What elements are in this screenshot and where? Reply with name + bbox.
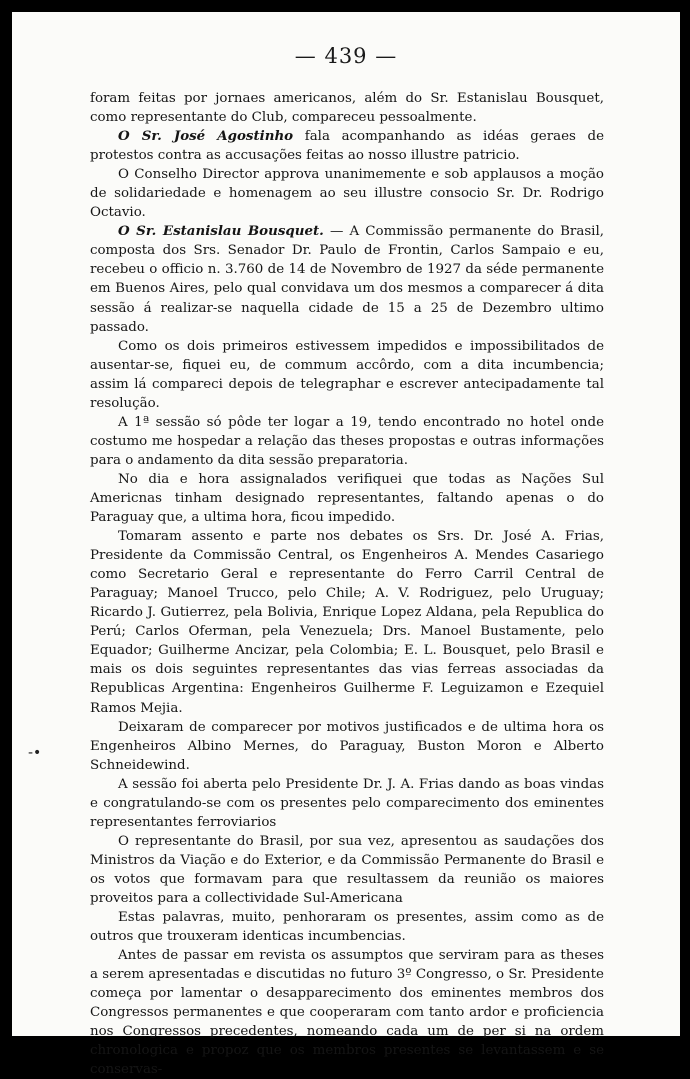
paragraph-text: No dia e hora assignalados verifiquei que todas as Nações Sul Americnas tinham designado representantes, faltando apenas o do Paraguay que, a ultima hora, ficou impedido. (90, 471, 604, 526)
paragraph (90, 775, 604, 832)
paragraph-text: Como os dois primeiros estivessem impedidos e impossibilitados de ausentar-se, fiquei eu, de commum accôrdo, com a dita incumbencia; assim lá compareci depois de telegraphar e escrever antecipadamente tal resolução. (90, 338, 604, 411)
paragraph (90, 946, 604, 1079)
page-number: — 439 — (294, 44, 398, 68)
speaker-name: O Sr. Estanislau Bousquet. (118, 223, 324, 240)
paragraph (90, 222, 604, 336)
paragraph-text: O representante do Brasil, por sua vez, apresentou as saudações dos Ministros da Viação e do Exterior, e da Commissão Permanente do Brasil e os votos que formavam para que resultassem da reunião os maiores proveitos para a collectividade Sul-Americana (90, 833, 604, 906)
margin-mark: -• (28, 745, 42, 761)
paragraph-text: foram feitas por jornaes americanos, além do Sr. Estanislau Bousquet, como representante do Club, compareceu pessoalmente. (90, 91, 604, 126)
paragraph-text: O Conselho Director approva unanimemente e sob applausos a moção de solidariedade e homenagem ao seu illustre consocio Sr. Dr. Rodrigo Octavio. (90, 167, 604, 221)
paragraph (90, 832, 604, 908)
speaker-name: O Sr. José Agostinho (118, 128, 294, 145)
paragraph (90, 527, 604, 717)
paragraph (90, 413, 604, 470)
paragraph (90, 165, 604, 222)
paragraph (90, 908, 604, 946)
paragraph-text: Tomaram assento e parte nos debates os Srs. Dr. José A. Frias, Presidente da Commissão Central, os Engenheiros A. Mendes Casariego como Secretario Geral e representante do Ferro Carril Central de Paraguay; Manoel Trucco, pelo Chile; A. V. Rodriguez, pelo Uruguay; Ricardo J. Gutierrez, pela Bolivia, Enrique Lopez Aldana, pela Republica do Perú; Carlos Oferman, pela Venezuela; Drs. Manoel Bustamente, pelo Equador; Guilherme Ancizar, pela Colombia; E. L. Bousquet, pelo Brasil e mais os dois seguintes representantes das vias ferreas associadas da Republicas Argentina: Engenheiros Guilherme F. Leguizamon e Ezequiel Ramos Mejia. (90, 529, 604, 716)
paragraph-text: — A Commissão permanente do Brasil, composta dos Srs. Senador Dr. Paulo de Frontin, Carlos Sampaio e eu, recebeu o officio n. 3.760 de 14 de Novembro de 1927 da séde permanente em Buenos Aires, pelo qual convidava um dos mesmos a comparecer á dita sessão á realizar-se naquella cidade de 15 a 25 de Dezembro ultimo passado. (90, 224, 605, 335)
paragraph-text: fala acompanhando as idéas geraes de protestos contra as accusações feitas ao nosso illustre patricio. (90, 129, 604, 164)
paragraph-text: Estas palavras, muito, penhoraram os presentes, assim como as de outros que trouxeram identicas incumbencias. (90, 910, 604, 945)
paragraph (90, 127, 604, 165)
paragraph (90, 470, 604, 527)
paragraph (90, 89, 604, 127)
document-page (12, 12, 680, 1078)
paragraph (90, 718, 604, 775)
paragraph-text: A sessão foi aberta pelo Presidente Dr. J. A. Frias dando as boas vindas e congratulando-se com os presentes pelo comparecimento dos eminentes representantes ferroviarios (90, 776, 604, 830)
paragraph-text: Deixaram de comparecer por motivos justificados e de ultima hora os Engenheiros Albino Mernes, do Paraguay, Buston Moron e Alberto Schneidewind. (90, 719, 604, 773)
body-text (90, 89, 604, 1079)
paragraph (90, 337, 604, 413)
paragraph-text: Antes de passar em revista os assumptos que serviram para as theses a serem apresentadas e discutidas no futuro 3º Congresso, o Sr. Presidente começa por lamentar o desapparecimento dos eminentes membros dos Congressos permanentes e que cooperaram com tanto ardor e proficiencia nos Congressos precedentes, nomeando cada um de per si na ordem chronologica e propoz que os membros presentes se levantassem e se conservas- (90, 948, 604, 1078)
paragraph-text: A 1ª sessão só pôde ter logar a 19, tendo encontrado no hotel onde costumo me hospedar a relação das theses propostas e outras informações para o andamento da dita sessão preparatoria. (90, 414, 604, 468)
